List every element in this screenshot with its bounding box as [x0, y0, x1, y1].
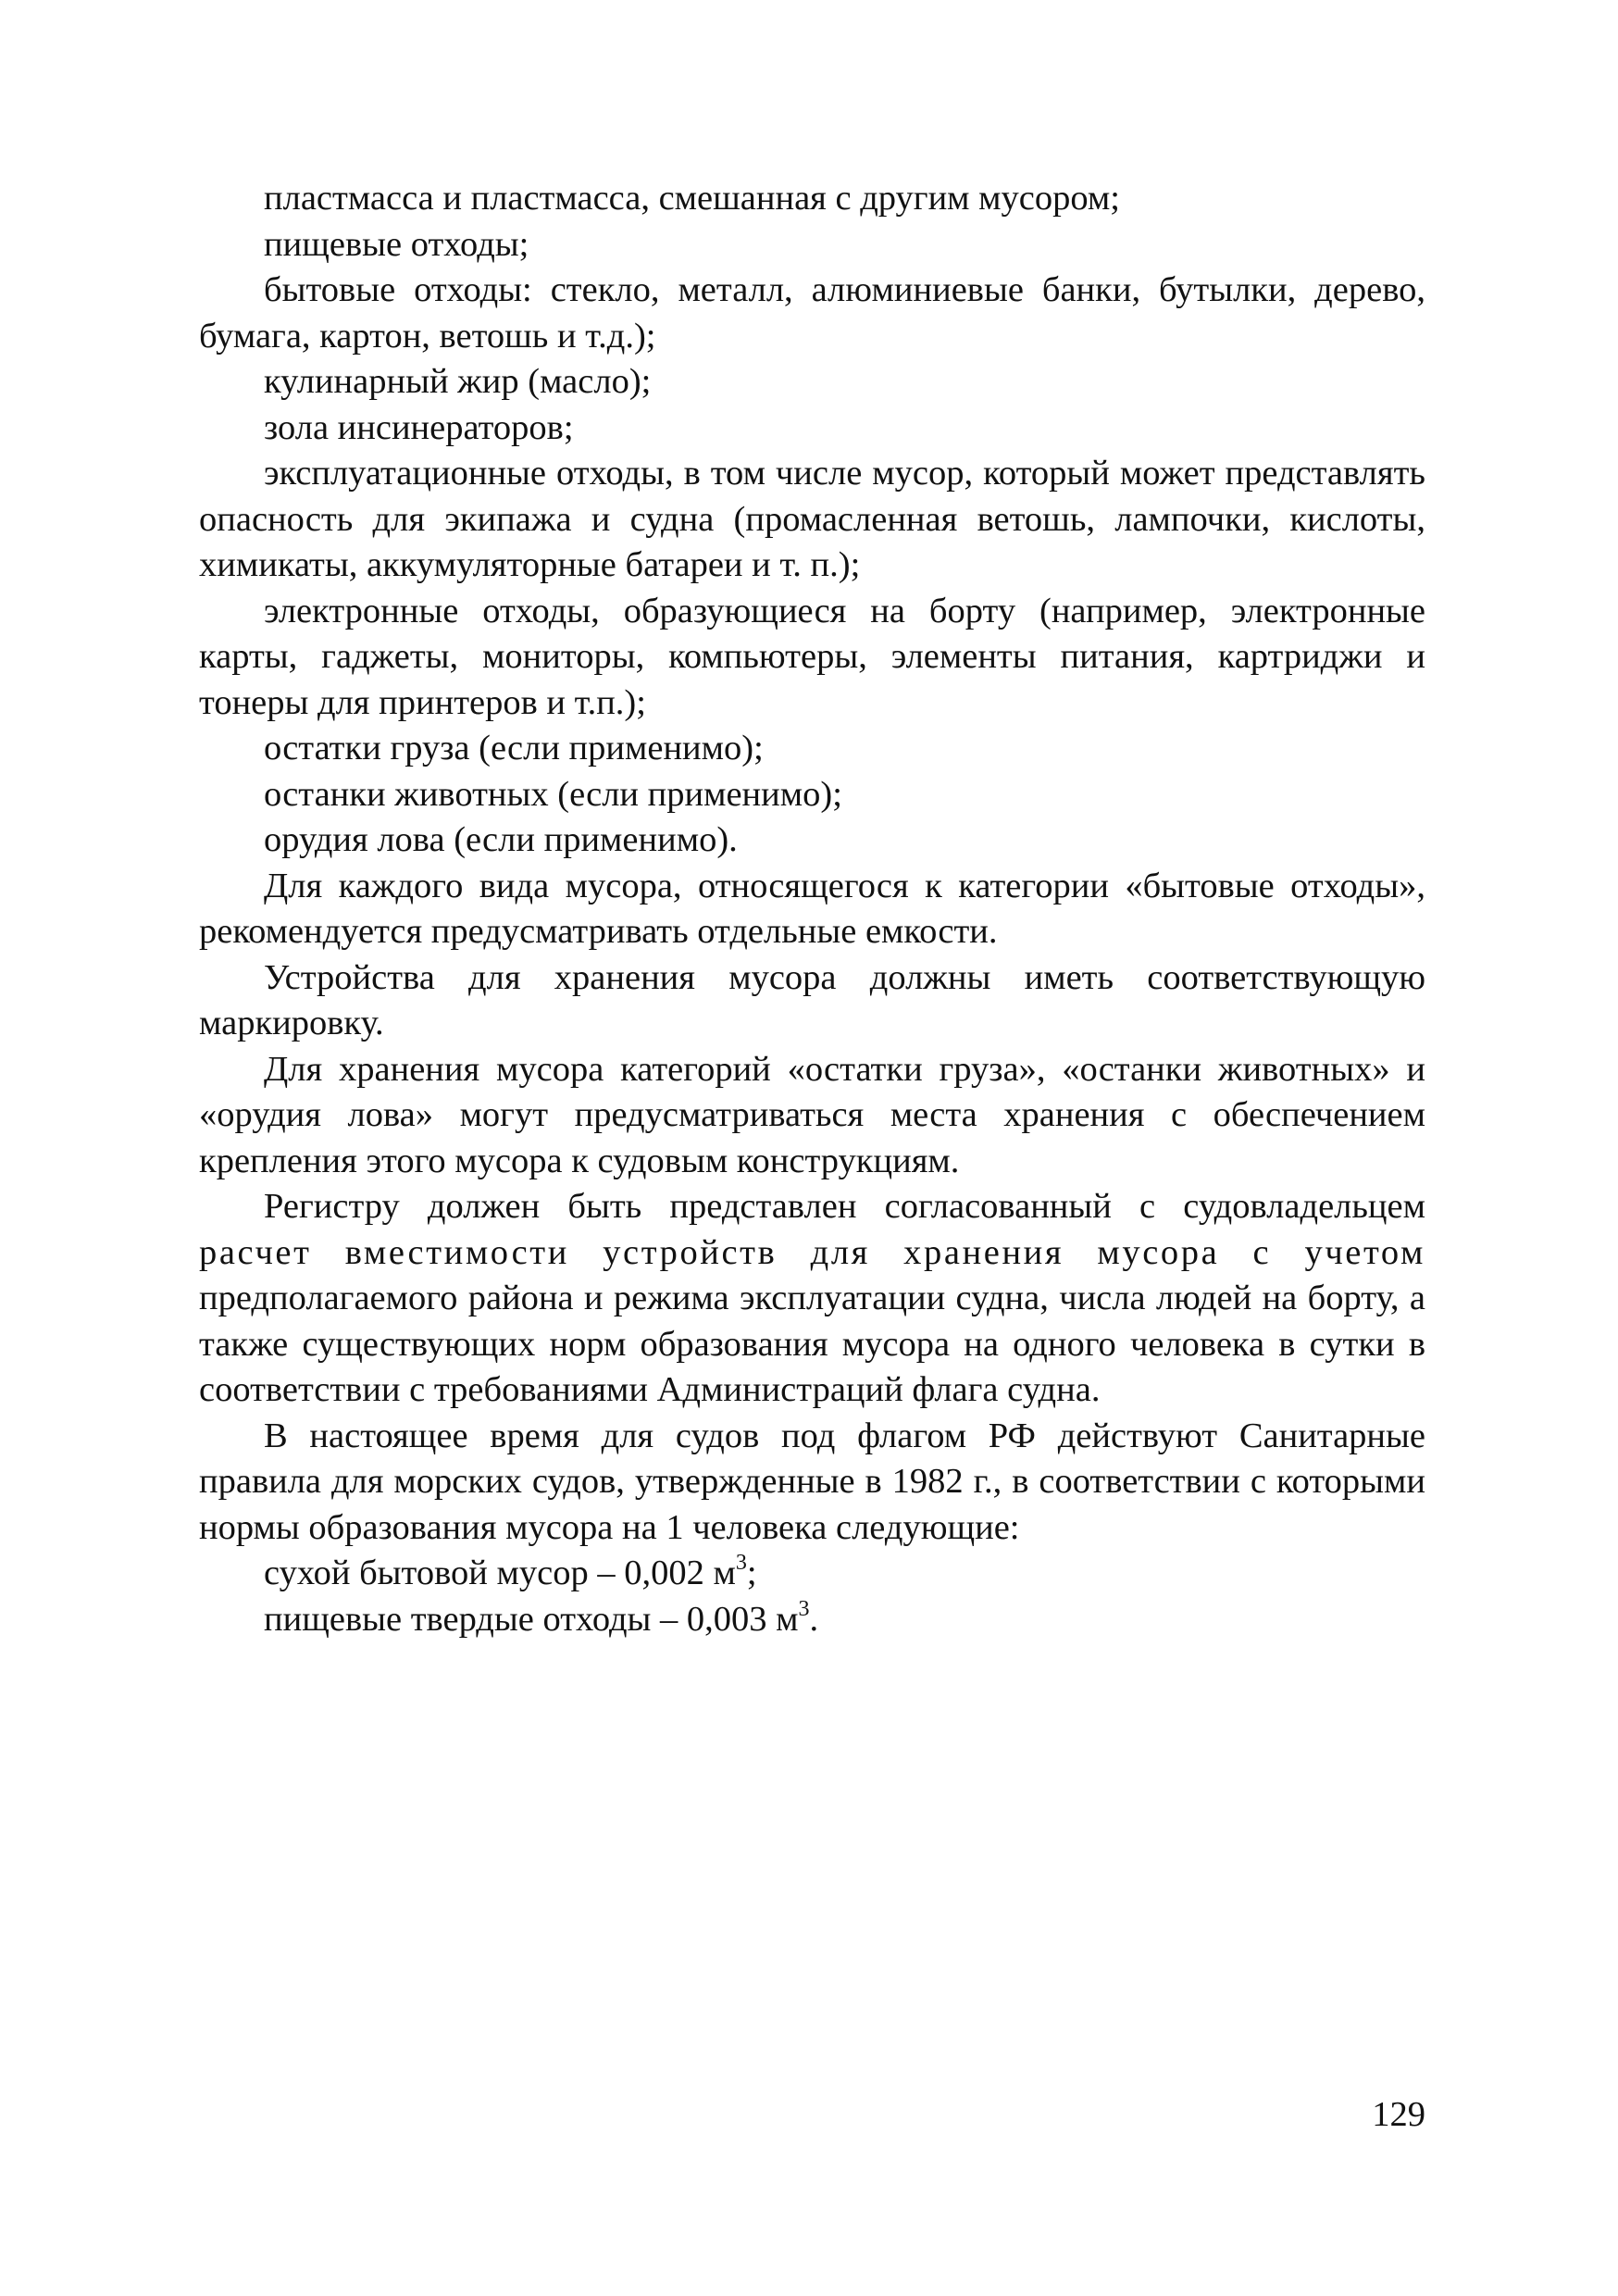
body-text [199, 176, 1425, 1642]
register-line-2: расчет вместимости устройств для хранения мусора с учетом [199, 1232, 1425, 1272]
norm-dry-waste-end: ; [746, 1554, 757, 1592]
register-rest: предполагаемого района и режима эксплуатации судна, числа людей на борту, а также существующих норм образования мусора на одного человека в сутки в соответствии с требованиями Администраций флага судна. [199, 1279, 1425, 1409]
list-item: останки животных (если применимо); [264, 774, 842, 814]
list-item: остатки груза (если применимо); [264, 729, 764, 767]
list-item: электронные отходы, образующиеся на борту (например, электронные карты, гаджеты, мониторы, компьютеры, элементы питания, картриджи и тонеры для принтеров и т.п.); [199, 591, 1425, 722]
list-item: орудия лова (если применимо). [264, 820, 738, 859]
norm-dry-waste [199, 1551, 1425, 1597]
paragraph-sanitary-rules: В настоящее время для судов под флагом РФ действуют Санитарные правила для морских судов, утвержденные в 1982 г., в соответствии с которыми нормы образования мусора на 1 человека следующие: [199, 1416, 1425, 1547]
paragraph-marking: Устройства для хранения мусора должны иметь соответствующую маркировку. [199, 957, 1425, 1042]
norm-food-waste-end: . [809, 1599, 819, 1639]
list-item: пластмасса и пластмасса, смешанная с другим мусором; [264, 179, 1120, 218]
list-item: эксплуатационные отходы, в том числе мусор, который может представлять опасность для экипажа и судна (промасленная ветошь, лампочки, кислоты, химикаты, аккумуляторные батареи и т. п.); [199, 454, 1425, 584]
list-item: зола инсинераторов; [264, 407, 574, 447]
paragraph-storage-places: Для хранения мусора категорий «остатки груза», «останки животных» и «орудия лова» могут предусматриваться места хранения с обеспечением крепления этого мусора к судовым конструкциям. [199, 1049, 1425, 1180]
list-item: кулинарный жир (масло); [264, 362, 652, 401]
norm-food-waste [199, 1597, 1425, 1643]
register-line-1: Регистру должен быть представлен согласованный с судовладельцем [264, 1187, 1425, 1226]
norm-food-waste-exponent: 3 [798, 1596, 810, 1621]
paragraph-register-calculation [199, 1184, 1425, 1414]
page-number: 129 [1372, 2095, 1425, 2134]
norm-dry-waste-exponent: 3 [735, 1551, 747, 1576]
list-item: бытовые отходы: стекло, металл, алюминиевые банки, бутылки, дерево, бумага, картон, ветошь и т.д.); [199, 270, 1425, 356]
norm-dry-waste-text: сухой бытовой мусор – 0,002 м [264, 1554, 736, 1592]
paragraph-separate-containers: Для каждого вида мусора, относящегося к категории «бытовые отходы», рекомендуется предусматривать отдельные емкости. [199, 866, 1425, 951]
list-item: пищевые отходы; [264, 224, 529, 264]
norm-food-waste-text: пищевые твердые отходы – 0,003 м [264, 1599, 799, 1639]
